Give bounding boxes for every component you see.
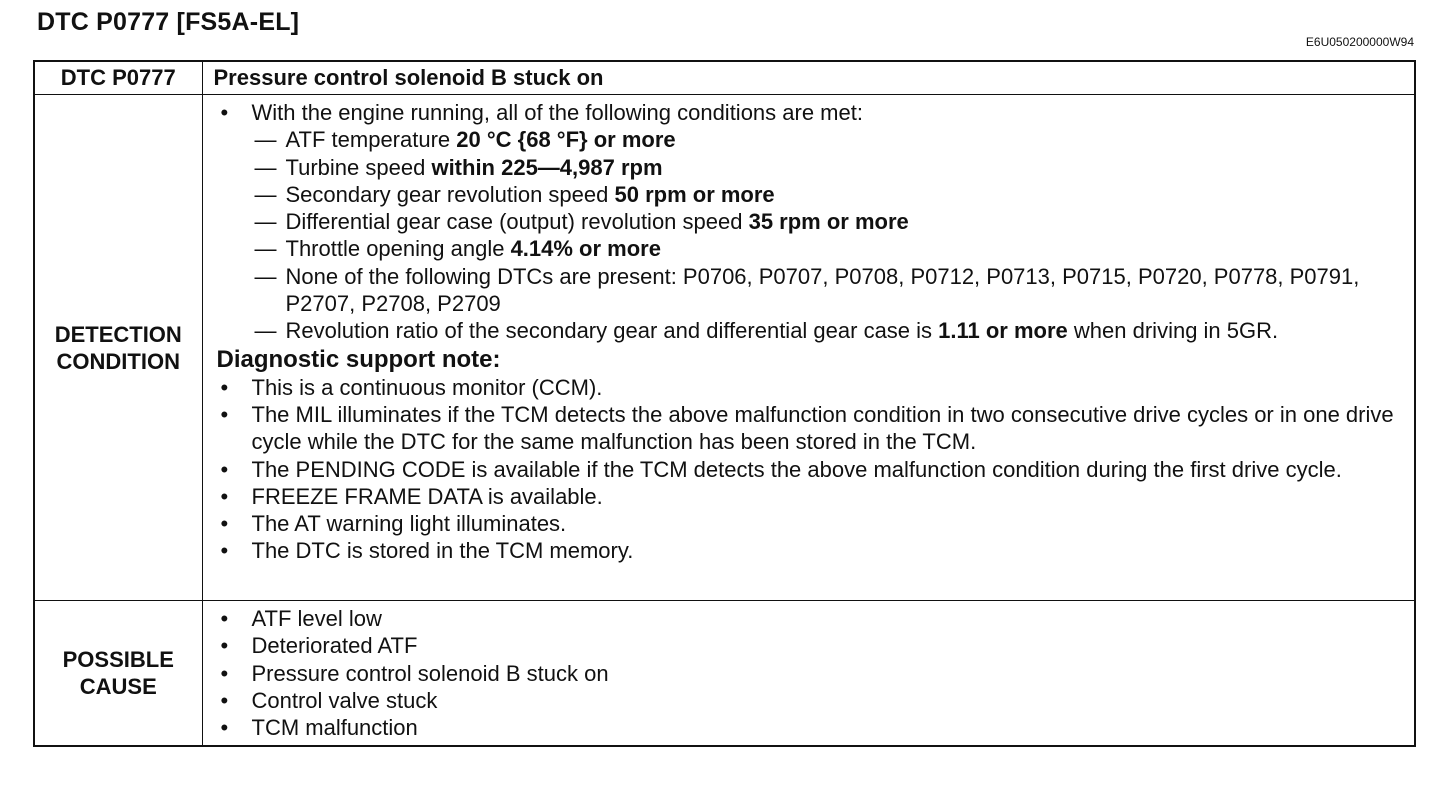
document-code: E6U050200000W94 xyxy=(1305,35,1414,49)
note-item: • The AT warning light illuminates. xyxy=(217,510,1407,537)
possible-label-line2: CAUSE xyxy=(79,674,157,700)
condition-value: 1.11 or more xyxy=(938,318,1068,344)
dtc-description-cell: Pressure control solenoid B stuck on xyxy=(202,61,1415,95)
condition-item xyxy=(217,154,1407,181)
dtc-table xyxy=(33,60,1416,747)
condition-item xyxy=(217,235,1407,262)
cause-item: • Pressure control solenoid B stuck on xyxy=(217,660,1407,687)
dtc-code-cell: DTC P0777 xyxy=(34,61,202,95)
condition-text: ATF temperature xyxy=(285,127,457,153)
condition-value: 50 rpm or more xyxy=(614,181,775,207)
note-item: • The PENDING CODE is available if the TCM detects the above malfunction condition during the first drive cycle. xyxy=(217,456,1407,483)
condition-value: within 225—4,987 rpm xyxy=(431,154,663,180)
possible-cause-label xyxy=(34,601,202,747)
condition-suffix: when driving in 5GR. xyxy=(1067,318,1279,344)
cause-item: • Deteriorated ATF xyxy=(217,632,1407,659)
note-item: • The MIL illuminates if the TCM detects the above malfunction condition in two consecutive drive cycles or in one drive cycle while the DTC for the same malfunction has been stored in the TCM. xyxy=(217,401,1407,456)
condition-value: 20 °C {68 °F} or more xyxy=(456,127,676,153)
detection-label-line2: CONDITION xyxy=(56,348,180,374)
detection-condition-content xyxy=(202,95,1415,601)
note-item: • This is a continuous monitor (CCM). xyxy=(217,374,1407,401)
possible-cause-row xyxy=(34,601,1415,747)
header-row xyxy=(34,61,1415,95)
note-item: • The DTC is stored in the TCM memory. xyxy=(217,537,1407,564)
condition-text: Revolution ratio of the secondary gear and differential gear case is xyxy=(285,318,939,344)
condition-value: 4.14% or more xyxy=(510,236,661,262)
cause-item: • TCM malfunction xyxy=(217,714,1407,741)
detection-condition-label xyxy=(34,95,202,601)
condition-text: Secondary gear revolution speed xyxy=(285,181,615,207)
cause-item: • ATF level low xyxy=(217,605,1407,632)
condition-text: Throttle opening angle xyxy=(285,236,511,262)
condition-value: 35 rpm or more xyxy=(748,209,909,235)
condition-text: Differential gear case (output) revolution speed xyxy=(285,209,749,235)
possible-cause-content xyxy=(202,601,1415,747)
condition-item xyxy=(217,181,1407,208)
condition-item xyxy=(217,317,1407,344)
condition-item xyxy=(217,208,1407,235)
possible-label-line1: POSSIBLE xyxy=(62,647,174,673)
diagnostic-note-heading: Diagnostic support note: xyxy=(216,345,501,373)
condition-text: Turbine speed xyxy=(285,154,432,180)
condition-text: None of the following DTCs are present: P0706, P0707, P0708, P0712, P0713, P0715, P0720, P0778, P0791, P2707, P2708, P2709 xyxy=(285,263,1360,317)
note-item: • FREEZE FRAME DATA is available. xyxy=(217,483,1407,510)
condition-item xyxy=(217,126,1407,153)
condition-item xyxy=(217,263,1407,318)
detection-condition-row xyxy=(34,95,1415,601)
page-title: DTC P0777 [FS5A-EL] xyxy=(37,8,300,36)
detection-intro: • With the engine running, all of the following conditions are met: xyxy=(217,99,1407,126)
cause-item: • Control valve stuck xyxy=(217,687,1407,714)
detection-label-line1: DETECTION xyxy=(54,321,182,347)
